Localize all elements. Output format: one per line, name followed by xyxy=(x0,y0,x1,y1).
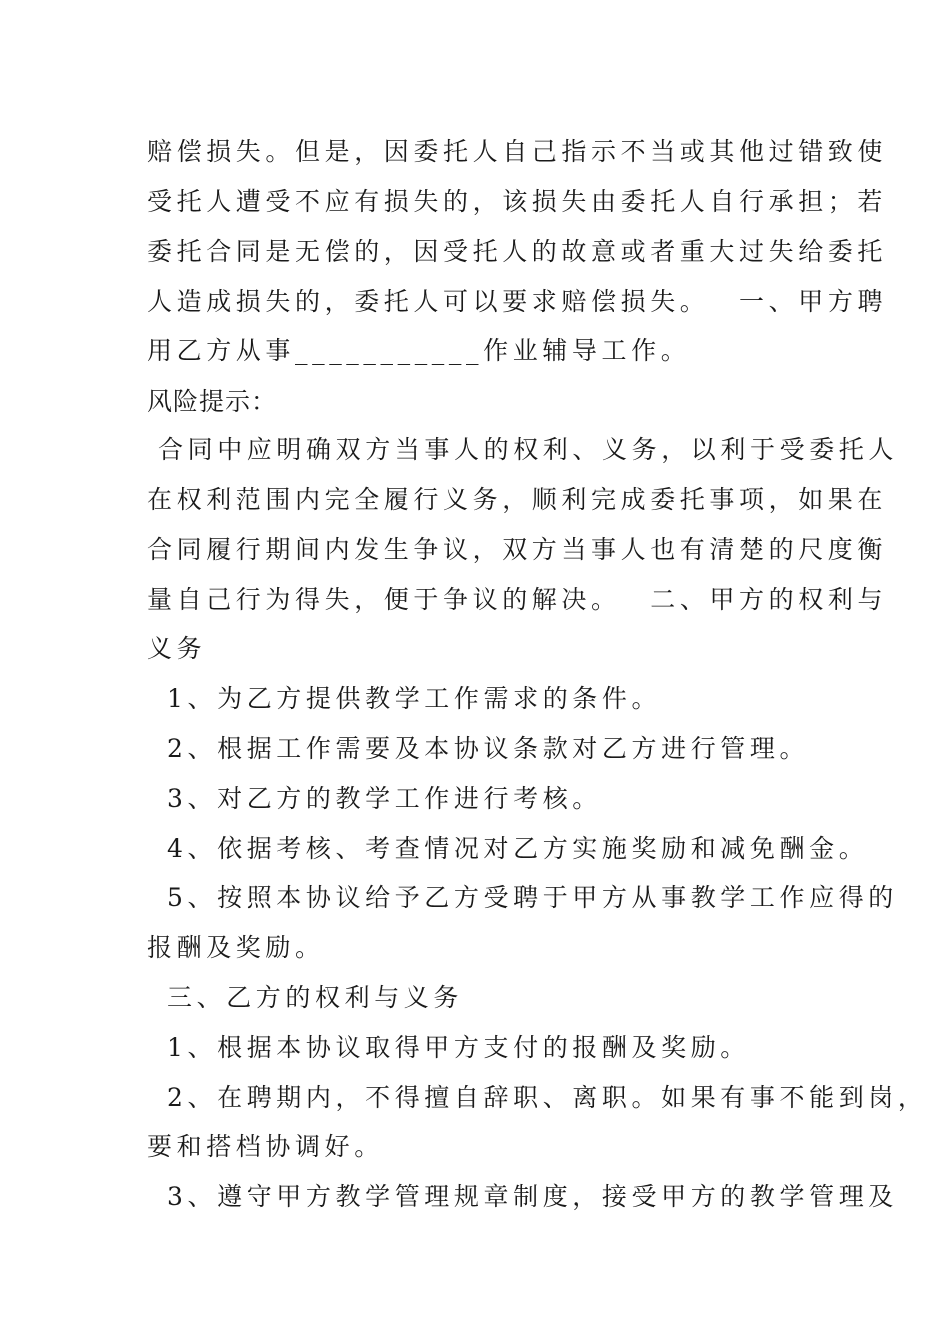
list-item-party-a-4: 4、依据考核、考查情况对乙方实施奖励和减免酬金。 xyxy=(167,834,869,863)
list-item-party-a-3: 3、对乙方的教学工作进行考核。 xyxy=(167,784,602,813)
text-line-1: 赔偿损失。但是，因委托人自己指示不当或其他过错致使 xyxy=(147,137,888,166)
text-line-9: 合同履行期间内发生争议，双方当事人也有清楚的尺度衡 xyxy=(147,535,888,564)
text-line-7: 合同中应明确双方当事人的权利、义务，以利于受委托人 xyxy=(158,435,899,464)
text-line-4: 人造成损失的，委托人可以要求赔偿损失。 一、甲方聘 xyxy=(147,287,888,316)
list-item-party-a-1: 1、为乙方提供教学工作需求的条件。 xyxy=(167,684,662,713)
text-line-21: 要和搭档协调好。 xyxy=(147,1132,384,1161)
list-item-party-b-2: 2、在聘期内，不得擅自辞职、离职。如果有事不能到岗， xyxy=(167,1083,928,1112)
list-item-party-b-3: 3、遵守甲方教学管理规章制度，接受甲方的教学管理及 xyxy=(167,1182,898,1211)
text-line-11: 义务 xyxy=(147,634,207,663)
text-line-3: 委托合同是无偿的，因受托人的故意或者重大过失给委托 xyxy=(147,237,888,266)
list-item-party-a-2: 2、根据工作需要及本协议条款对乙方进行管理。 xyxy=(167,734,810,763)
text-line-8: 在权利范围内完全履行义务，顺利完成委托事项，如果在 xyxy=(147,485,888,514)
list-item-party-b-1: 1、根据本协议取得甲方支付的报酬及奖励。 xyxy=(167,1033,750,1062)
text-line-10: 量自己行为得失，便于争议的解决。 二、甲方的权利与 xyxy=(147,585,888,614)
section-heading-party-b: 三、乙方的权利与义务 xyxy=(167,983,464,1012)
text-line-17: 报酬及奖励。 xyxy=(147,933,325,962)
text-line-2: 受托人遭受不应有损失的，该损失由委托人自行承担；若 xyxy=(147,187,888,216)
risk-heading: 风险提示： xyxy=(147,387,278,416)
list-item-party-a-5: 5、按照本协议给予乙方受聘于甲方从事教学工作应得的 xyxy=(167,883,898,912)
text-line-5: 用乙方从事___________作业辅导工作。 xyxy=(147,336,691,365)
